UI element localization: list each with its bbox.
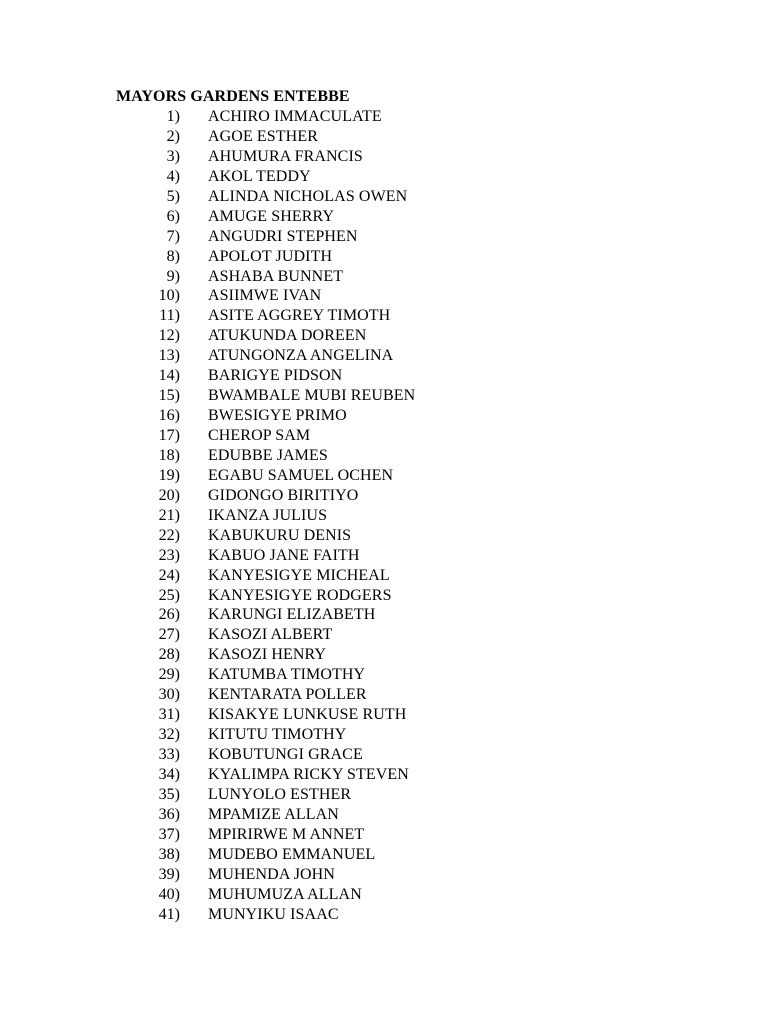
- list-item-name: KISAKYE LUNKUSE RUTH: [208, 706, 407, 724]
- list-item: [0, 625, 768, 645]
- list-item: [0, 306, 768, 326]
- list-item-number: 4): [166, 167, 180, 185]
- list-item-name: KYALIMPA RICKY STEVEN: [208, 765, 409, 783]
- list-item: [0, 346, 768, 366]
- list-item-number: 25): [158, 586, 180, 604]
- list-item-name: AKOL TEDDY: [208, 167, 311, 185]
- list-item-number: 24): [158, 566, 180, 584]
- list-item: [0, 486, 768, 506]
- list-item-number: 10): [158, 287, 180, 305]
- list-item-number: 22): [158, 526, 180, 544]
- list-item-number: 40): [158, 885, 180, 903]
- list-item: [0, 825, 768, 845]
- list-item-number: 6): [166, 207, 180, 225]
- list-item-name: MUHUMUZA ALLAN: [208, 885, 362, 903]
- list-item: [0, 446, 768, 466]
- list-item: [0, 406, 768, 426]
- list-item-number: 35): [158, 785, 180, 803]
- list-item-name: AGOE ESTHER: [208, 127, 318, 145]
- list-item: [0, 745, 768, 765]
- list-item-number: 27): [158, 626, 180, 644]
- document-heading: MAYORS GARDENS ENTEBBE: [116, 88, 350, 105]
- list-item: [0, 267, 768, 287]
- list-item-name: CHEROP SAM: [208, 427, 311, 444]
- list-item: [0, 605, 768, 625]
- list-item-name: ATUKUNDA DOREEN: [208, 327, 367, 345]
- list-item-number: 21): [158, 506, 180, 524]
- list-item-number: 31): [158, 706, 180, 724]
- list-item-name: KASOZI HENRY: [208, 646, 327, 664]
- list-item-number: 30): [158, 686, 180, 704]
- list-item-number: 29): [158, 666, 180, 684]
- list-item-number: 8): [166, 247, 180, 265]
- list-item-number: 38): [158, 845, 180, 863]
- list-item-name: LUNYOLO ESTHER: [208, 785, 352, 803]
- list-item-name: BWESIGYE PRIMO: [208, 407, 347, 425]
- list-item-name: ASIIMWE IVAN: [208, 287, 322, 305]
- list-item: [0, 147, 768, 167]
- list-item-number: 23): [158, 546, 180, 564]
- list-item: [0, 426, 768, 446]
- list-item-name: GIDONGO BIRITIYO: [208, 486, 359, 504]
- list-item: [0, 187, 768, 207]
- list-item-name: AMUGE SHERRY: [208, 207, 335, 225]
- list-item: [0, 227, 768, 247]
- list-item-name: ACHIRO IMMACULATE: [208, 108, 382, 125]
- list-item: [0, 326, 768, 346]
- list-item: [0, 785, 768, 805]
- list-item-name: KANYESIGYE RODGERS: [208, 586, 392, 604]
- list-item-name: KASOZI ALBERT: [208, 626, 333, 644]
- list-item-name: ASITE AGGREY TIMOTH: [208, 307, 391, 325]
- list-item-name: MUNYIKU ISAAC: [208, 905, 339, 923]
- list-item-name: ASHABA BUNNET: [208, 267, 344, 285]
- list-item: [0, 645, 768, 665]
- list-item-name: ANGUDRI STEPHEN: [208, 227, 358, 245]
- list-item: [0, 506, 768, 526]
- list-item-number: 20): [158, 486, 180, 504]
- list-item-name: KOBUTUNGI GRACE: [208, 746, 363, 763]
- list-item: [0, 705, 768, 725]
- list-item: [0, 905, 768, 925]
- list-item-number: 41): [158, 905, 180, 923]
- list-item: [0, 885, 768, 905]
- list-item: [0, 865, 768, 885]
- list-item: [0, 107, 768, 127]
- list-item-name: KABUKURU DENIS: [208, 526, 352, 544]
- list-item-name: BWAMBALE MUBI REUBEN: [208, 387, 416, 405]
- list-item-number: 36): [158, 805, 180, 823]
- list-item: [0, 386, 768, 406]
- list-item-number: 37): [158, 825, 180, 843]
- list-item-name: KITUTU TIMOTHY: [208, 726, 347, 744]
- list-item: [0, 845, 768, 865]
- list-item-name: MPAMIZE ALLAN: [208, 805, 339, 823]
- list-item: [0, 247, 768, 267]
- list-item-number: 19): [158, 466, 180, 484]
- list-item-name: EGABU SAMUEL OCHEN: [208, 466, 394, 484]
- list-item: [0, 685, 768, 705]
- list-item: [0, 765, 768, 785]
- list-item: [0, 665, 768, 685]
- list-item-number: 5): [166, 187, 180, 205]
- list-item-number: 16): [158, 407, 180, 425]
- list-item-number: 11): [159, 307, 180, 325]
- list-item-number: 33): [158, 746, 180, 763]
- list-item-name: APOLOT JUDITH: [208, 247, 333, 265]
- list-item-number: 13): [158, 347, 180, 365]
- name-list: [0, 107, 768, 924]
- list-item-name: EDUBBE JAMES: [208, 446, 328, 464]
- list-item: [0, 167, 768, 187]
- list-item-number: 3): [166, 147, 180, 165]
- list-item: [0, 566, 768, 586]
- list-item: [0, 466, 768, 486]
- list-item: [0, 207, 768, 227]
- list-item: [0, 586, 768, 606]
- list-item-name: BARIGYE PIDSON: [208, 367, 343, 385]
- list-item: [0, 805, 768, 825]
- list-item-number: 1): [166, 108, 180, 125]
- list-item-number: 34): [158, 765, 180, 783]
- list-item-number: 18): [158, 446, 180, 464]
- list-item-number: 14): [158, 367, 180, 385]
- list-item: [0, 725, 768, 745]
- list-item-name: KATUMBA TIMOTHY: [208, 666, 366, 684]
- list-item: [0, 366, 768, 386]
- list-item-number: 9): [166, 267, 180, 285]
- list-item: [0, 546, 768, 566]
- list-item-number: 2): [166, 127, 180, 145]
- list-item-number: 26): [158, 606, 180, 624]
- list-item-name: KARUNGI ELIZABETH: [208, 606, 376, 624]
- list-item-name: MUDEBO EMMANUEL: [208, 845, 376, 863]
- list-item-name: ALINDA NICHOLAS OWEN: [208, 187, 408, 205]
- list-item-number: 7): [166, 227, 180, 245]
- list-item-name: AHUMURA FRANCIS: [208, 147, 363, 165]
- list-item-name: KENTARATA POLLER: [208, 686, 367, 704]
- list-item-name: IKANZA JULIUS: [208, 506, 328, 524]
- list-item: [0, 286, 768, 306]
- list-item-number: 28): [158, 646, 180, 664]
- list-item: [0, 526, 768, 546]
- list-item-name: MUHENDA JOHN: [208, 865, 335, 883]
- list-item-name: MPIRIRWE M ANNET: [208, 825, 365, 843]
- list-item-number: 17): [158, 427, 180, 444]
- list-item: [0, 127, 768, 147]
- list-item-name: KANYESIGYE MICHEAL: [208, 566, 390, 584]
- list-item-number: 15): [158, 387, 180, 405]
- list-item-number: 32): [158, 726, 180, 744]
- list-item-name: ATUNGONZA ANGELINA: [208, 347, 394, 365]
- list-item-number: 12): [158, 327, 180, 345]
- list-item-name: KABUO JANE FAITH: [208, 546, 360, 564]
- list-item-number: 39): [158, 865, 180, 883]
